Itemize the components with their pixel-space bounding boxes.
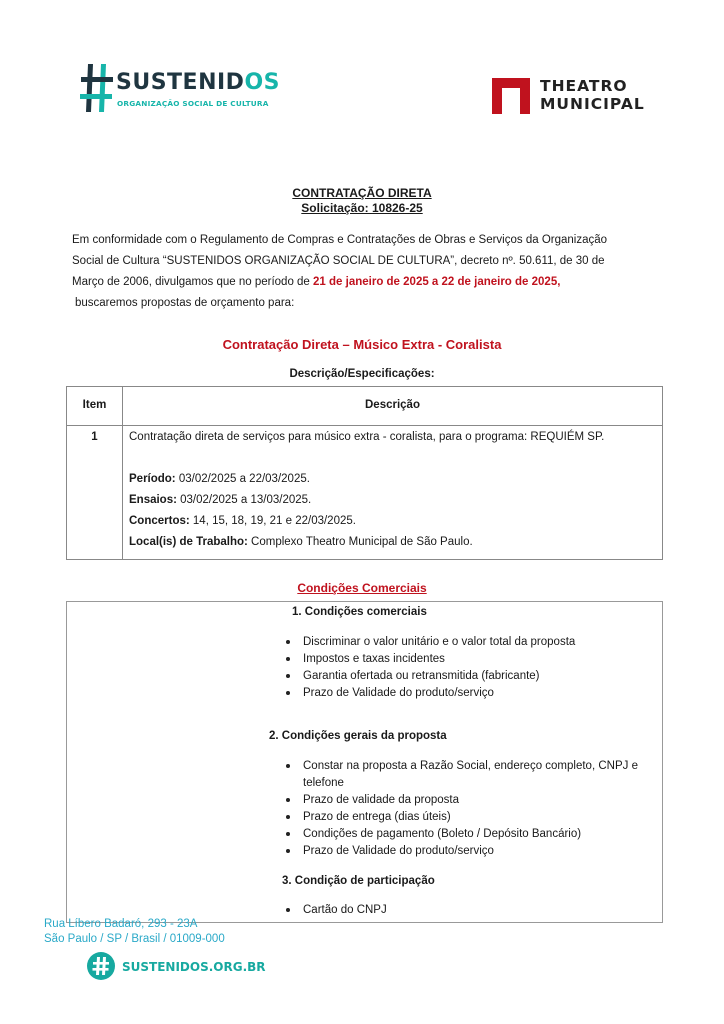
description-heading: Descrição/Especificações: bbox=[289, 368, 435, 380]
theatro-mark-icon bbox=[490, 74, 532, 116]
section-title: Contratação Direta – Músico Extra - Coralista bbox=[222, 337, 502, 352]
intro-line-3: Março de 2006, divulgamos que no período de 21 de janeiro de 2025 a 22 de janeiro de 2025, bbox=[72, 276, 561, 288]
list-item: Impostos e taxas incidentes bbox=[303, 651, 663, 668]
doc-title: CONTRATAÇÃO DIRETA bbox=[292, 186, 432, 200]
list-item: Prazo de Validade do produto/serviço bbox=[303, 685, 663, 702]
footer-address-line-2: São Paulo / SP / Brasil / 01009-000 bbox=[44, 933, 225, 945]
theatro-municipal-logo bbox=[490, 74, 660, 118]
list-item: Garantia ofertada ou retransmitida (fabricante) bbox=[303, 668, 663, 685]
sustenidos-logo bbox=[80, 62, 280, 120]
footer-site-link[interactable]: SUSTENIDOS.ORG.BR bbox=[122, 960, 266, 974]
list-item: Condições de pagamento (Boleto / Depósito Bancário) bbox=[303, 826, 663, 843]
list-item: Prazo de entrega (dias úteis) bbox=[303, 809, 663, 826]
section-2-title: 2. Condições gerais da proposta bbox=[269, 730, 447, 742]
doc-request-number: Solicitação: 10826-25 bbox=[301, 201, 423, 215]
theatro-line2: MUNICIPAL bbox=[540, 95, 645, 113]
row-item-number: 1 bbox=[91, 431, 98, 443]
section-1-title: 1. Condições comerciais bbox=[292, 606, 427, 618]
intro-period: 21 de janeiro de 2025 a 22 de janeiro de 2025, bbox=[313, 276, 561, 288]
section-3-list bbox=[303, 902, 663, 919]
list-item: Prazo de validade da proposta bbox=[303, 792, 663, 809]
footer-logo bbox=[86, 951, 266, 984]
theatro-line1: THEATRO bbox=[540, 77, 628, 95]
conditions-table bbox=[66, 601, 663, 923]
description-table bbox=[66, 386, 663, 560]
conditions-title: Condições Comerciais bbox=[297, 581, 427, 595]
col-header-item: Item bbox=[82, 399, 107, 411]
list-item: Cartão do CNPJ bbox=[303, 902, 663, 919]
footer-address bbox=[44, 917, 225, 947]
section-1-list bbox=[303, 634, 663, 702]
hash-logo-icon bbox=[80, 62, 114, 114]
list-item: Discriminar o valor unitário e o valor total da proposta bbox=[303, 634, 663, 651]
footer-address-line-1: Rua Líbero Badaró, 293 - 23A bbox=[44, 918, 198, 930]
section-2-list bbox=[303, 758, 663, 860]
row-concertos: Concertos: 14, 15, 18, 19, 21 e 22/03/2025. bbox=[129, 515, 356, 527]
sustenidos-brand: SUSTENIDOS bbox=[116, 70, 280, 95]
hash-circle-icon bbox=[86, 951, 116, 981]
intro-line-2: Social de Cultura “SUSTENIDOS ORGANIZAÇÃO SOCIAL DE CULTURA”, decreto nº. 50.611, de 30 de bbox=[72, 255, 605, 267]
row-description: Contratação direta de serviços para músico extra - coralista, para o programa: REQUIÉM SP. bbox=[129, 431, 605, 443]
row-local: Local(is) de Trabalho: Complexo Theatro Municipal de São Paulo. bbox=[129, 536, 473, 548]
row-ensaios: Ensaios: 03/02/2025 a 13/03/2025. bbox=[129, 494, 312, 506]
section-3-title: 3. Condição de participação bbox=[282, 875, 435, 887]
list-item: Prazo de Validade do produto/serviço bbox=[303, 843, 663, 860]
list-item: Constar na proposta a Razão Social, endereço completo, CNPJ e telefone bbox=[303, 758, 663, 792]
col-header-description: Descrição bbox=[365, 399, 420, 411]
row-periodo: Período: 03/02/2025 a 22/03/2025. bbox=[129, 473, 310, 485]
intro-line-1: Em conformidade com o Regulamento de Compras e Contratações de Obras e Serviços da Organização bbox=[72, 234, 608, 246]
sustenidos-tagline: ORGANIZAÇÃO SOCIAL DE CULTURA bbox=[117, 99, 269, 108]
intro-line-4: buscaremos propostas de orçamento para: bbox=[75, 297, 295, 309]
